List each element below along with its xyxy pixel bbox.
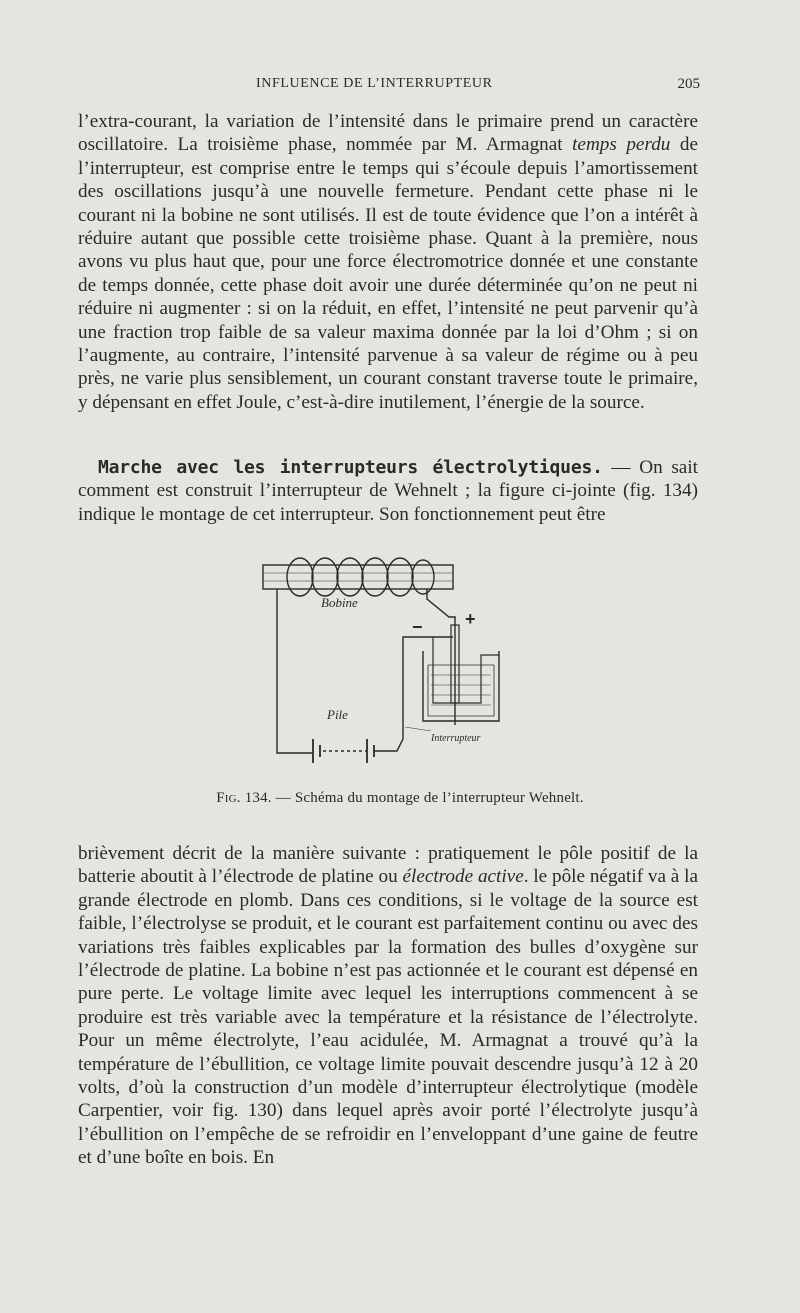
label-interrupteur: Interrupteur <box>431 733 481 744</box>
coil-core <box>263 565 453 589</box>
paragraph-1-text-a: l’extra-courant, la variation de l’intensité dans le primaire prend un caractère oscillatoire. La troisième phase, nommée par M. Armagnat <box>78 111 698 156</box>
label-bobine: Bobine <box>321 595 358 610</box>
paragraph-3-text-b: . le pôle négatif va à la grande électrode en plomb. Dans ces conditions, si le voltage de la source est faible, l’électrolyse se produit, et le courant est parfaitement continu ou avec des variations très faibles explicables par la formation des bulles d’oxygène sur l’électrode de platine. La bobine n’est pas actionnée et le courant est dépensé en pure perte. Le voltage limite avec lequel les interruptions commencent à se produire est très variable avec la température et la résistance de l’électrolyte. Pour un même électrolyte, l’eau acidulée, M. Armagnat a trouvé qu’à la température de l’ébullition, ce voltage limite pouvait descendre jusqu’à 12 à 20 volts, d’où la construction d’un modèle d’interrupteur électrolytique (modèle Carpentier, voir fig. 130) dans lequel après avoir porté l’électrolyte jusqu’à l’ébullition on l’empêche de se refroidir en l’enveloppant d’une gaine de feutre et d’une boîte en bois. En <box>78 866 698 1169</box>
paragraph-3 <box>78 842 698 1170</box>
paragraph-1 <box>78 110 698 414</box>
label-pile: Pile <box>327 707 348 722</box>
coil-windings <box>287 558 434 596</box>
wehnelt-circuit-figure <box>255 555 505 767</box>
minus-sign: − <box>412 617 423 637</box>
running-head: INFLUENCE DE L’INTERRUPTEUR <box>256 76 493 91</box>
wire-left <box>277 589 313 753</box>
battery-icon <box>313 739 374 763</box>
section-heading: Marche avec les interrupteurs électrolytiques. <box>98 457 603 478</box>
page-number: 205 <box>677 76 700 92</box>
paragraph-3-text-a: brièvement décrit de la manière suivante : pratiquement le pôle positif de la batterie aboutit à l’électrode de platine ou <box>78 843 698 888</box>
figure-caption-text: — Schéma du montage de l’interrupteur Wehnelt. <box>271 790 584 806</box>
figure-caption-label: Fig. 134. <box>216 790 272 806</box>
page-header <box>78 76 700 100</box>
paragraph-2-text: — On sait comment est construit l’interrupteur de Wehnelt ; la figure ci-jointe (fig. 134) indique le montage de cet interrupteur. Son fonctionnement peut être <box>78 457 698 525</box>
paragraph-2 <box>78 456 698 526</box>
paragraph-3-italic-term: électrode active <box>402 866 524 888</box>
paragraph-1-italic-term: temps perdu <box>572 134 671 156</box>
plus-sign: + <box>465 609 476 629</box>
circuit-diagram <box>255 555 505 767</box>
paragraph-1-text-b: de l’interrupteur, est comprise entre le temps qui s’écoule depuis l’amortissement des oscillations jusqu’à une nouvelle fermeture. Pendant cette phase ni le courant ni la bobine ne sont utilisés. Il est de toute évidence que l’on a intérêt à réduire autant que possible cette troisième phase. Quant à la première, nous avons vu plus haut que, pour une force électromotrice donnée et une constante de temps donnée, cette phase doit avoir une durée déterminée qu’on ne peut ni réduire ni augmenter : si on la réduit, en effet, l’intensité ne peut parvenir qu’à une fraction trop faible de sa valeur maxima donnée par la loi d’Ohm ; si on l’augmente, au contraire, l’intensité parvenue à sa valeur de régime ou à peu près, ne varie plus sensiblement, un courant constant traverse toute le primaire, y dépensant en effet Joule, c’est-à-dire inutilement, l’énergie de la source. <box>78 134 698 413</box>
wehnelt-interrupter <box>423 625 499 721</box>
figure-caption <box>0 790 800 807</box>
